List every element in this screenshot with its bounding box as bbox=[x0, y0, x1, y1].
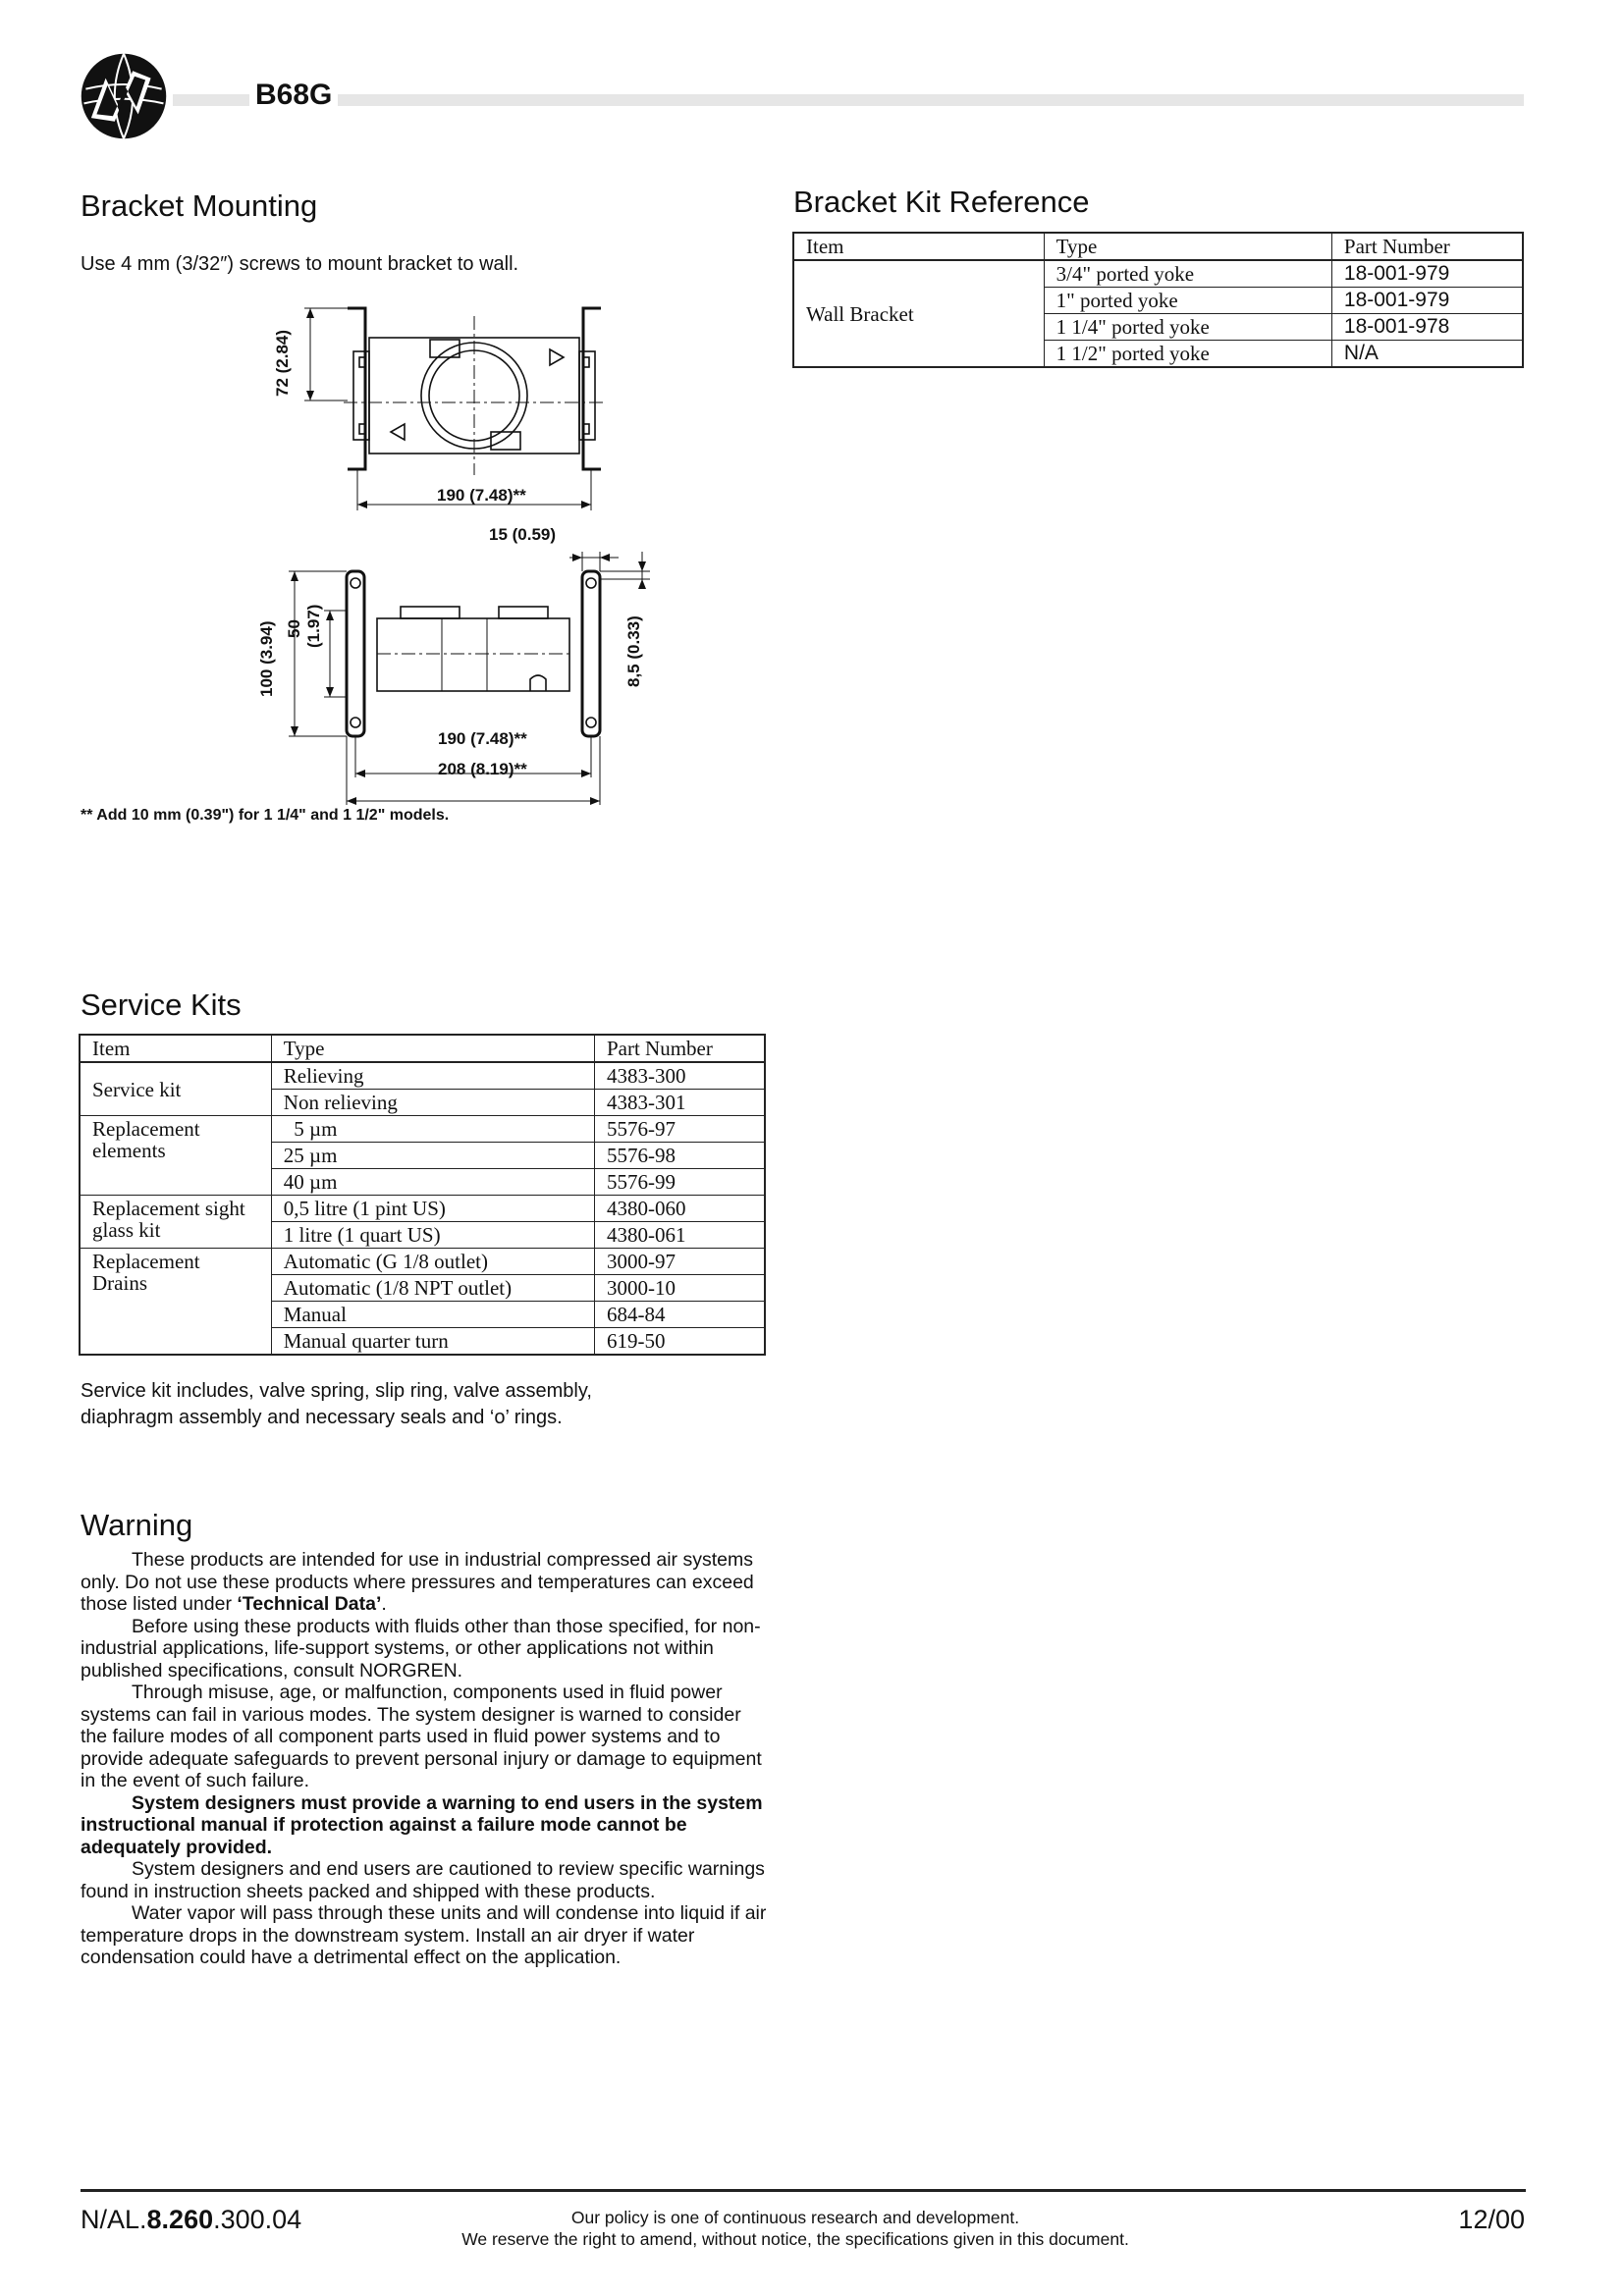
dim-208: 208 (8.19)** bbox=[438, 760, 527, 778]
service-kit-footnote-line-2: diaphragm assembly and necessary seals and ‘o’ rings. bbox=[81, 1407, 563, 1428]
dim-50-b: (1.97) bbox=[304, 604, 323, 648]
policy-line-1: Our policy is one of continuous research and development. bbox=[570, 2208, 1020, 2227]
footer-rule bbox=[81, 2189, 1526, 2192]
header-type: Type bbox=[1044, 233, 1331, 260]
type-cell: 40 µm bbox=[271, 1169, 594, 1196]
warning-heading: Warning bbox=[81, 1508, 193, 1542]
dim-190-bottom: 190 (7.48)** bbox=[438, 729, 527, 748]
part-cell: 18-001-979 bbox=[1331, 288, 1523, 314]
warning-paragraph-1: These products are intended for use in industrial compressed air systems only. Do not use these products where pressures and temperatures can exceed those listed under ‘Technical Data’. bbox=[81, 1549, 754, 1615]
table-row bbox=[80, 1116, 765, 1143]
part-cell: 4383-301 bbox=[594, 1090, 765, 1116]
table-row bbox=[80, 1196, 765, 1222]
wall-bracket-item: Wall Bracket bbox=[793, 260, 1044, 367]
dim-72: 72 (2.84) bbox=[273, 329, 292, 397]
type-cell: Non relieving bbox=[271, 1090, 594, 1116]
warning-paragraph-2: Before using these products with fluids other than those specified, for non-industrial applications, life-support systems, or other applications not within published specifications, consult NORGREN. bbox=[81, 1615, 761, 1682]
type-cell: 1 1/4" ported yoke bbox=[1044, 314, 1331, 341]
bracket-kit-heading: Bracket Kit Reference bbox=[793, 185, 1090, 219]
part-cell: 619-50 bbox=[594, 1328, 765, 1356]
table-header-row bbox=[793, 233, 1523, 260]
header-part-number: Part Number bbox=[1331, 233, 1523, 260]
type-cell: 1 1/2" ported yoke bbox=[1044, 341, 1331, 368]
part-cell: 5576-99 bbox=[594, 1169, 765, 1196]
type-cell: Manual quarter turn bbox=[271, 1328, 594, 1356]
table-row bbox=[80, 1062, 765, 1090]
policy-line-2: We reserve the right to amend, without notice, the specifications given in this document. bbox=[461, 2229, 1129, 2249]
type-cell: Manual bbox=[271, 1302, 594, 1328]
bracket-kit-table bbox=[792, 232, 1524, 368]
header-item: Item bbox=[793, 233, 1044, 260]
norgren-logo bbox=[79, 51, 169, 141]
type-cell: Automatic (G 1/8 outlet) bbox=[271, 1249, 594, 1275]
warning-paragraph-3: Through misuse, age, or malfunction, components used in fluid power systems can fail in various modes. The system designer is warned to consider the failure modes of all component parts used in fluid power systems and to provide adequate safeguards to prevent personal injury or damage to equipment in the event of such failure. bbox=[81, 1682, 762, 1791]
header-item: Item bbox=[80, 1035, 271, 1062]
document-date: 12/00 bbox=[1458, 2205, 1525, 2234]
dim-15: 15 (0.59) bbox=[489, 525, 557, 544]
type-cell: Relieving bbox=[271, 1062, 594, 1090]
table-header-row bbox=[80, 1035, 765, 1062]
table-row bbox=[793, 260, 1523, 288]
type-cell: 1" ported yoke bbox=[1044, 288, 1331, 314]
part-cell: 18-001-978 bbox=[1331, 314, 1523, 341]
warning-paragraph-5: System designers and end users are cautioned to review specific warnings found in instruction sheets packed and shipped with these products. bbox=[81, 1858, 765, 1902]
dim-50-a: 50 bbox=[285, 619, 303, 638]
part-cell: 4380-060 bbox=[594, 1196, 765, 1222]
part-cell: 4383-300 bbox=[594, 1062, 765, 1090]
part-cell: 3000-97 bbox=[594, 1249, 765, 1275]
bracket-note: ** Add 10 mm (0.39") for 1 1/4" and 1 1/2" models. bbox=[81, 807, 450, 824]
type-cell: 1 litre (1 quart US) bbox=[271, 1222, 594, 1249]
type-cell: Automatic (1/8 NPT outlet) bbox=[271, 1275, 594, 1302]
warning-body bbox=[81, 1549, 768, 1969]
type-cell: 25 µm bbox=[271, 1143, 594, 1169]
warning-paragraph-6: Water vapor will pass through these units and will condense into liquid if air temperature drops in the downstream system. Install an air dryer if water condensation could have a detrimental effect on the application. bbox=[81, 1902, 767, 1968]
group-item: Replacement Drains bbox=[80, 1249, 271, 1356]
table-row bbox=[80, 1249, 765, 1275]
bracket-mounting-instruction: Use 4 mm (3/32″) screws to mount bracket to wall. bbox=[81, 253, 519, 275]
group-item: Replacement elements bbox=[80, 1116, 271, 1196]
service-kits-heading: Service Kits bbox=[81, 988, 242, 1022]
bracket-mounting-heading: Bracket Mounting bbox=[81, 188, 318, 223]
dim-190-top: 190 (7.48)** bbox=[437, 486, 526, 505]
part-cell: 684-84 bbox=[594, 1302, 765, 1328]
footer-policy bbox=[353, 2207, 1237, 2250]
type-cell: 0,5 litre (1 pint US) bbox=[271, 1196, 594, 1222]
group-item: Replacement sight glass kit bbox=[80, 1196, 271, 1249]
part-cell: 4380-061 bbox=[594, 1222, 765, 1249]
part-cell: 5576-97 bbox=[594, 1116, 765, 1143]
group-item: Service kit bbox=[80, 1062, 271, 1116]
dim-100: 100 (3.94) bbox=[257, 620, 276, 697]
type-cell: 5 µm bbox=[271, 1116, 594, 1143]
warning-paragraph-4: System designers must provide a warning to end users in the system instructional manual if protection against a failure mode cannot be adequately provided. bbox=[81, 1791, 763, 1858]
header-part-number: Part Number bbox=[594, 1035, 765, 1062]
dim-8-5: 8,5 (0.33) bbox=[624, 615, 643, 687]
service-kits-table bbox=[79, 1034, 766, 1356]
document-code: N/AL.8.260.300.04 bbox=[81, 2205, 302, 2234]
part-cell: 5576-98 bbox=[594, 1143, 765, 1169]
header-rule bbox=[173, 94, 1524, 106]
part-cell: 3000-10 bbox=[594, 1275, 765, 1302]
service-kit-footnote-line-1: Service kit includes, valve spring, slip ring, valve assembly, bbox=[81, 1380, 592, 1402]
part-cell: N/A bbox=[1331, 341, 1523, 368]
bracket-drawing bbox=[245, 294, 668, 805]
part-cell: 18-001-979 bbox=[1331, 260, 1523, 288]
header-type: Type bbox=[271, 1035, 594, 1062]
document-title: B68G bbox=[249, 79, 338, 112]
type-cell: 3/4" ported yoke bbox=[1044, 260, 1331, 288]
